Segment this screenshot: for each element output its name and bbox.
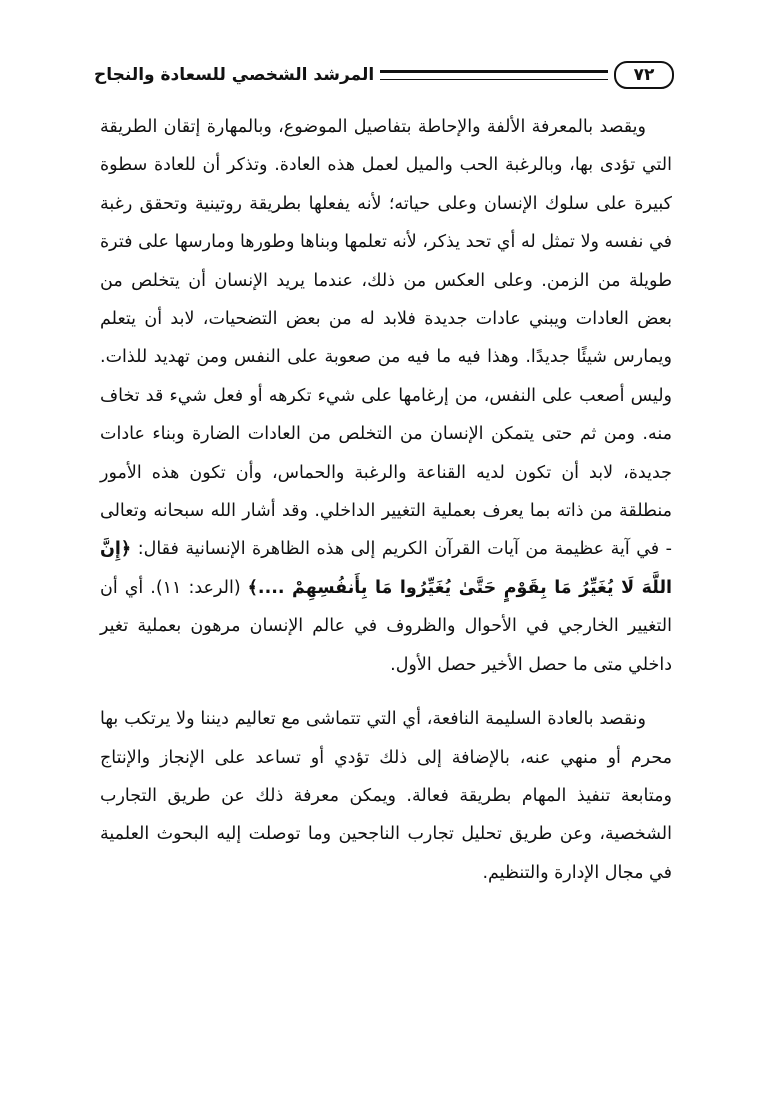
- running-title: المرشد الشخصي للسعادة والنجاح: [94, 65, 375, 85]
- paragraph-habit-components: [100, 108, 672, 684]
- header-rule: [380, 70, 608, 80]
- page-number: ٧٢: [614, 61, 674, 89]
- paragraph-text: ويقصد بالمعرفة الألفة والإحاطة بتفاصيل الموضوع، وبالمهارة إتقان الطريقة التي تؤدى بها، وبالرغبة الحب والميل لعمل هذه العادة. وتذكر أن للعادة سطوة كبيرة على سلوك الإنسان وعلى حياته؛ لأنه يفعلها بطريقة روتينية وتحقق رغبة في نفسه ولا تمثل له أي تحد يذكر، لأنه تعلمها وبناها وطورها ومارسها على فترة طويلة من الزمن. وعلى العكس من ذلك، عندما يريد الإنسان أن يتخلص من بعض العادات ويبني عادات جديدة فلابد له من بعض التضحيات، لابد أن يتعلم ويمارس شيئًا جديدًا. وهذا فيه ما فيه من صعوبة على النفس ومن تهديد للذات. وليس أصعب على النفس، من إرغامها على شيء تكرهه أو فعل شيء قد تخاف منه. ومن ثم حتى يتمكن الإنسان من التخلص من العادات الضارة وبناء عادات جديدة، لابد أن تكون لديه القناعة والرغبة والحماس، وأن تكون هذه الأمور منطلقة من ذاته بما يعرف بعملية التغيير الداخلي. وقد أشار الله سبحانه وتعالى - في آية عظيمة من آيات القرآن الكريم إلى هذه الظاهرة الإنسانية فقال:: [100, 117, 672, 560]
- paragraph-text-continued: (الرعد: ١١). أي أن التغيير الخارجي في الأحوال والظروف في عالم الإنسان مرهون بعملية تغير داخلي متى ما حصل الأخير حصل الأول.: [100, 577, 672, 675]
- page-header: [88, 58, 674, 92]
- quran-verse: ﴿إِنَّ اللَّهَ لَا يُغَيِّرُ مَا بِقَوْمٍ حَتَّىٰ يُغَيِّرُوا مَا بِأَنفُسِهِمْ ....﴾: [100, 539, 673, 598]
- paragraph-healthy-habit: ونقصد بالعادة السليمة النافعة، أي التي تتماشى مع تعاليم ديننا ولا يرتكب بها محرم أو منهي عنه، بالإضافة إلى ذلك تؤدي أو تساعد على الإنجاز والإنتاج ومتابعة تنفيذ المهام بطريقة فعالة. ويمكن معرفة ذلك عن طريق التجارب الشخصية، وعن طريق تحليل تجارب الناجحين وما توصلت إليه البحوث العلمية في مجال الإدارة والتنظيم.: [100, 709, 672, 883]
- body-text: [100, 108, 672, 892]
